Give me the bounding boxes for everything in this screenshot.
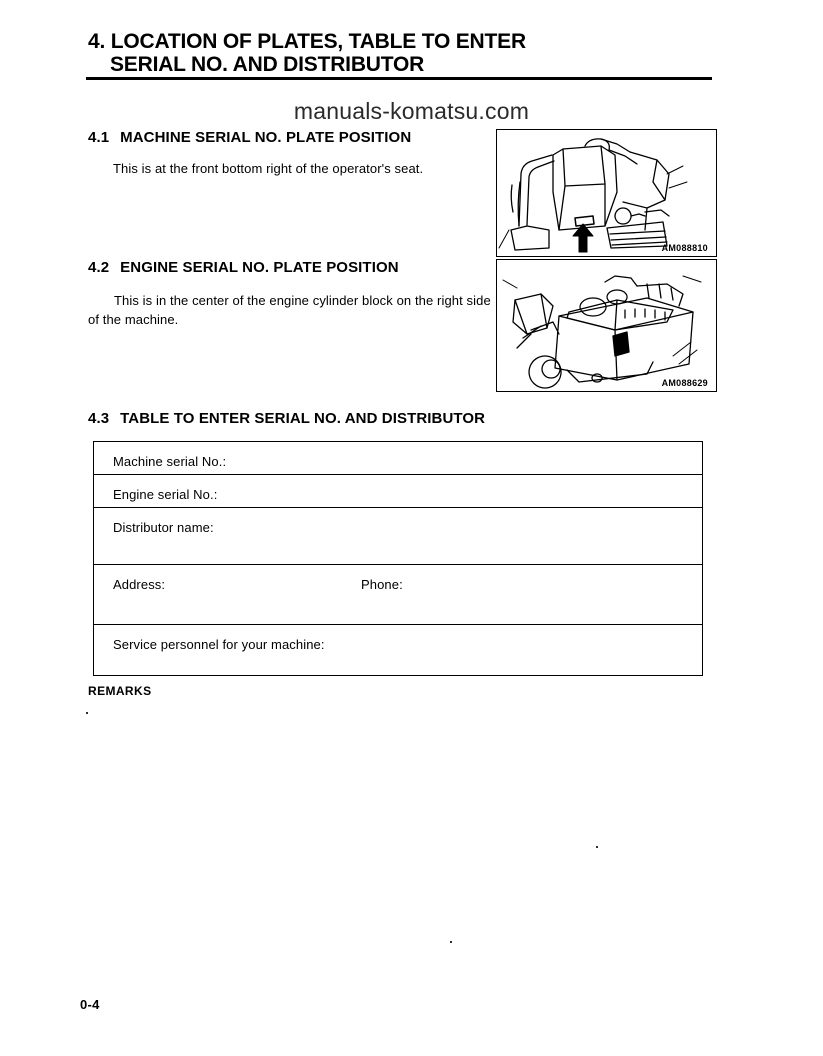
section-body-4-2-line-1: This is in the center of the engine cylinder block on the right side [114, 293, 491, 308]
section-title-4-2: ENGINE SERIAL NO. PLATE POSITION [120, 259, 399, 276]
label-service-personnel: Service personnel for your machine: [113, 637, 325, 652]
remarks-label: REMARKS [88, 684, 152, 698]
section-heading-4-1 [88, 129, 411, 146]
section-number-4-2: 4.2 [88, 259, 110, 276]
label-phone: Phone: [361, 577, 403, 592]
section-number-4-1: 4.1 [88, 129, 110, 146]
serial-distributor-table [93, 441, 703, 676]
scan-speck [596, 846, 598, 848]
section-body-4-2 [88, 291, 493, 329]
table-row-distributor-name[interactable] [94, 508, 702, 565]
scan-speck [86, 712, 88, 714]
label-address: Address: [113, 577, 166, 592]
title-divider [86, 77, 712, 80]
page-title [88, 30, 718, 76]
watermark-text: manuals-komatsu.com [293, 98, 530, 124]
title-line-2: SERIAL NO. AND DISTRIBUTOR [110, 53, 425, 76]
table-row-machine-serial[interactable] [94, 442, 702, 475]
figure-engine-serial-plate [496, 259, 717, 392]
section-heading-4-3 [88, 410, 485, 427]
label-machine-serial: Machine serial No.: [113, 454, 227, 469]
figure-machine-serial-plate [496, 129, 717, 257]
page-number: 0-4 [80, 997, 100, 1012]
section-title-4-1: MACHINE SERIAL NO. PLATE POSITION [120, 129, 412, 146]
section-heading-4-2 [88, 259, 399, 276]
section-body-4-1: This is at the front bottom right of the operator's seat. [113, 161, 424, 176]
label-distributor-name: Distributor name: [113, 520, 214, 535]
table-row-address-phone[interactable] [94, 565, 702, 625]
scan-speck [450, 941, 452, 943]
section-title-4-3: TABLE TO ENTER SERIAL NO. AND DISTRIBUTOR [120, 410, 486, 427]
label-engine-serial: Engine serial No.: [113, 487, 218, 502]
chapter-number: 4. [88, 30, 106, 53]
table-row-engine-serial[interactable] [94, 475, 702, 508]
figure-code-1: AM088810 [661, 243, 708, 253]
section-number-4-3: 4.3 [88, 410, 110, 427]
title-line-1: LOCATION OF PLATES, TABLE TO ENTER [110, 30, 526, 53]
figure-code-2: AM088629 [661, 378, 708, 388]
table-row-service-personnel[interactable] [94, 625, 702, 675]
section-body-4-2-line-2: of the machine. [88, 312, 179, 327]
